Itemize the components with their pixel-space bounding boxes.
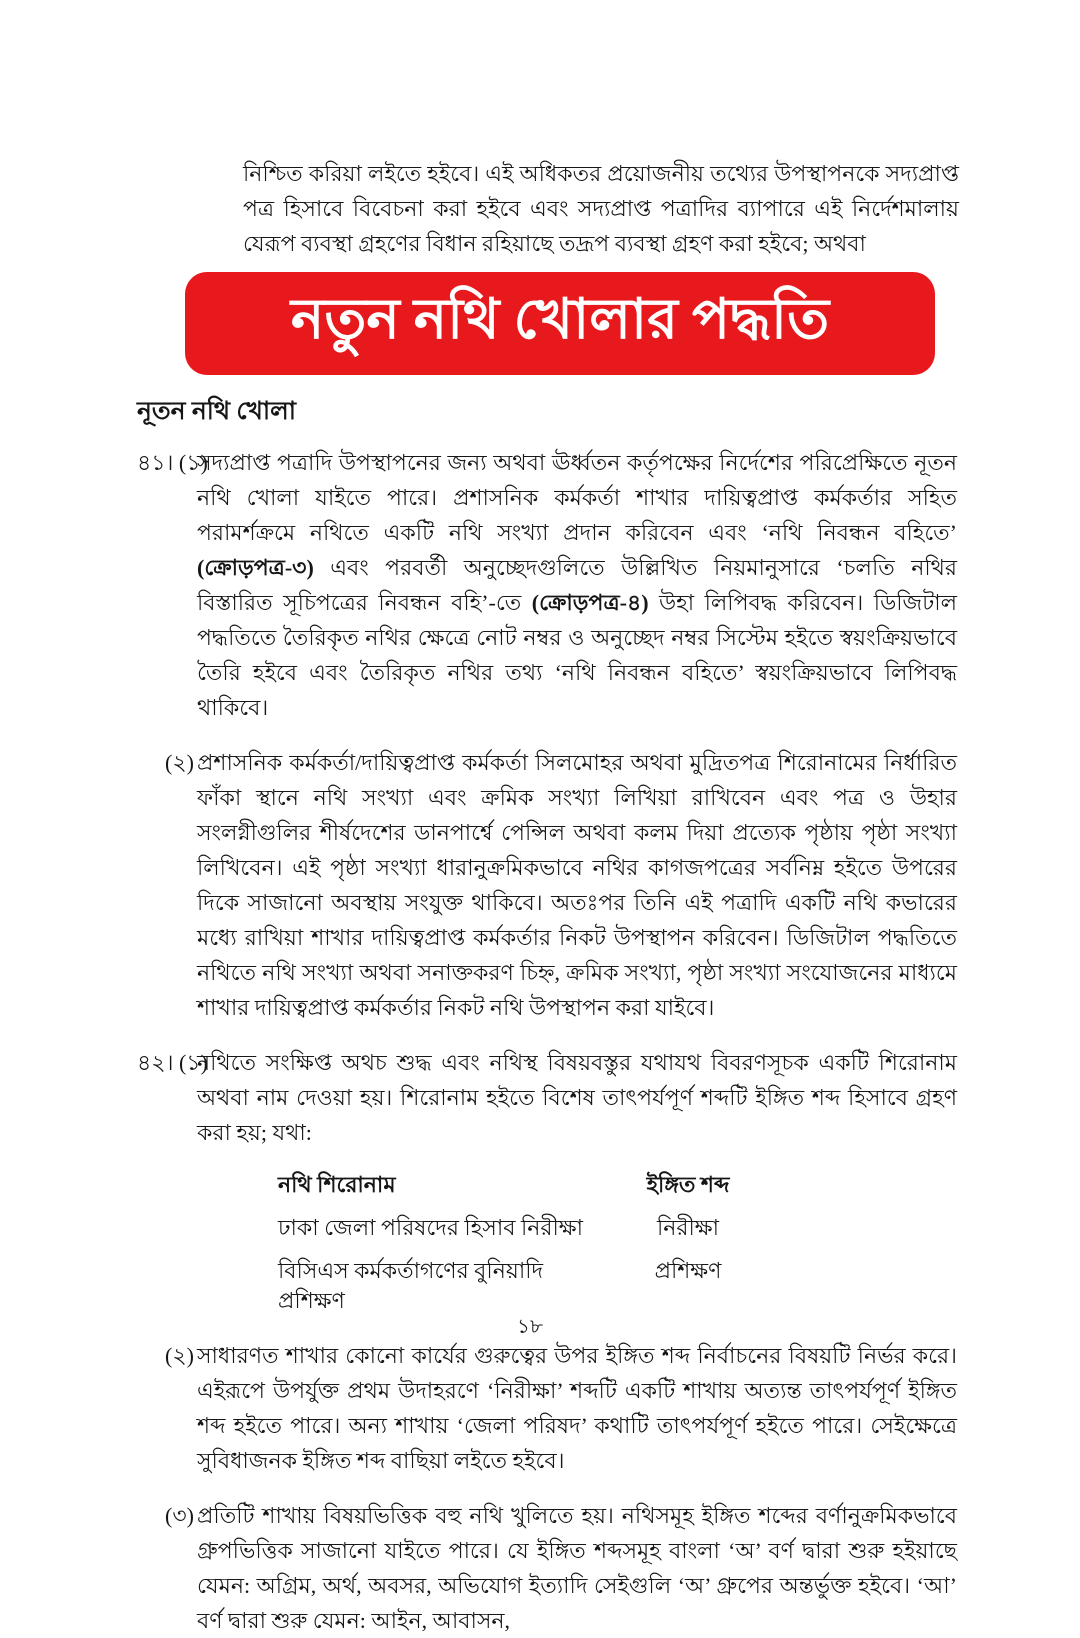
page-number: ১৮ (517, 1316, 543, 1338)
numbered-item-41-1 (137, 445, 957, 725)
text-run-bold: (ক্রোড়পত্র-৩) (197, 555, 314, 580)
table-cell: নিরীক্ষা (656, 1215, 720, 1240)
banner-title: নতুন নথি খোলার পদ্ধতি (290, 288, 830, 351)
numbered-item-42-2 (137, 1338, 957, 1478)
section-heading: নূতন নথি খোলা (137, 398, 297, 425)
table-cell: বিসিএস কর্মকর্তাগণের বুনিয়াদি প্রশিক্ষণ (278, 1258, 544, 1313)
item-number: ৪২। (১) (137, 1050, 208, 1075)
table-header-file-title: নথি শিরোনাম (278, 1172, 396, 1197)
item-number: ৪১। (১) (137, 450, 208, 475)
keyword-table (278, 1170, 957, 1316)
table-cell: ঢাকা জেলা পরিষদের হিসাব নিরীক্ষা (278, 1215, 583, 1240)
intro-paragraph: নিশ্চিত করিয়া লইতে হইবে। এই অধিকতর প্রয়োজনীয় তথ্যের উপস্থাপনকে সদ্যপ্রাপ্ত পত্র হিসাবে বিবেচনা করা হইবে এবং সদ্যপ্রাপ্ত পত্রাদির ব্যাপারে এই নির্দেশমালায় যেরূপ ব্যবস্থা গ্রহণের বিধান রহিয়াছে তদ্রূপ ব্যবস্থা গ্রহণ করা হইবে; অথবা (243, 161, 959, 256)
item-number: (২) (165, 750, 194, 775)
item-text: প্রতিটি শাখায় বিষয়ভিত্তিক বহু নথি খুলিতে হয়। নথিসমূহ ইঙ্গিত শব্দের বর্ণানুক্রমিকভাবে গ্রুপভিত্তিক সাজানো যাইতে পারে। যে ইঙ্গিত শব্দসমূহ বাংলা ‘অ’ বর্ণ দ্বারা শুরু হইয়াছে যেমন: অগ্রিম, অর্থ, অবসর, অভিযোগ ইত্যাদি সেইগুলি ‘অ’ গ্রুপের অন্তর্ভুক্ত হইবে। ‘আ’ বর্ণ দ্বারা শুরু যেমন: আইন, আবাসন, (197, 1503, 957, 1633)
item-number: (৩) (165, 1503, 194, 1528)
item-text: সাধারণত শাখার কোনো কার্যের গুরুত্বের উপর ইঙ্গিত শব্দ নির্বাচনের বিষয়টি নির্ভর করে। এইরূপে উপর্যুক্ত প্রথম উদাহরণে ‘নিরীক্ষা’ শব্দটি একটি শাখায় অত্যন্ত তাৎপর্যপূর্ণ ইঙ্গিত শব্দ হইতে পারে। অন্য শাখায় ‘জেলা পরিষদ’ কথাটি তাৎপর্যপূর্ণ হইতে পারে। সেইক্ষেত্রে সুবিধাজনক ইঙ্গিত শব্দ বাছিয়া লইতে হইবে। (197, 1343, 957, 1473)
section-banner (185, 272, 935, 375)
table-cell: প্রশিক্ষণ (654, 1258, 722, 1283)
text-run: উহা লিপিবদ্ধ করিবেন। ডিজিটাল পদ্ধতিতে তৈরিকৃত নথির ক্ষেত্রে নোট নম্বর ও অনুচ্ছেদ নম্বর সিস্টেম হইতে স্বয়ংক্রিয়ভাবে তৈরি হইবে এবং তৈরিকৃত নথির তথ্য ‘নথি নিবন্ধন বহিতে’ স্বয়ংক্রিয়ভাবে লিপিবদ্ধ থাকিবে। (197, 590, 957, 720)
table-header-key-word: ইঙ্গিত শব্দ (646, 1172, 730, 1197)
numbered-item-41-2 (137, 745, 957, 1025)
numbered-item-42-1 (137, 1045, 957, 1150)
item-text (197, 450, 957, 720)
text-run-bold: (ক্রোড়পত্র-৪) (531, 590, 649, 615)
item-number: (২) (165, 1343, 194, 1368)
item-text: প্রশাসনিক কর্মকর্তা/দায়িত্বপ্রাপ্ত কর্মকর্তা সিলমোহর অথবা মুদ্রিতপত্র শিরোনামের নির্ধারিত ফাঁকা স্থানে নথি সংখ্যা এবং ক্রমিক সংখ্যা লিখিয়া রাখিবেন এবং পত্র ও উহার সংলগ্নীগুলির শীর্ষদেশের ডানপার্শ্বে পেন্সিল অথবা কলম দিয়া প্রত্যেক পৃষ্ঠায় পৃষ্ঠা সংখ্যা লিখিবেন। এই পৃষ্ঠা সংখ্যা ধারানুক্রমিকভাবে নথির কাগজপত্রের সর্বনিম্ন হইতে উপরের দিকে সাজানো অবস্থায় সংযুক্ত থাকিবে। অতঃপর তিনি এই পত্রাদি একটি নথি কভারের মধ্যে রাখিয়া শাখার দায়িত্বপ্রাপ্ত কর্মকর্তার নিকট উপস্থাপন করিবেন। ডিজিটাল পদ্ধতিতে নথিতে নথি সংখ্যা অথবা সনাক্তকরণ চিহ্ন, ক্রমিক সংখ্যা, পৃষ্ঠা সংখ্যা সংযোজনের মাধ্যমে শাখার দায়িত্বপ্রাপ্ত কর্মকর্তার নিকট নথি উপস্থাপন করা যাইবে। (197, 750, 957, 1020)
item-text: নথিতে সংক্ষিপ্ত অথচ শুদ্ধ এবং নথিস্থ বিষয়বস্তুর যথাযথ বিবরণসূচক একটি শিরোনাম অথবা নাম দেওয়া হয়। শিরোনাম হইতে বিশেষ তাৎপর্যপূর্ণ শব্দটি ইঙ্গিত শব্দ হিসাবে গ্রহণ করা হয়; যথা: (197, 1050, 957, 1145)
text-run: সদ্যপ্রাপ্ত পত্রাদি উপস্থাপনের জন্য অথবা ঊর্ধ্বতন কর্তৃপক্ষের নির্দেশের পরিপ্রেক্ষিতে নূতন নথি খোলা যাইতে পারে। প্রশাসনিক কর্মকর্তা শাখার দায়িত্বপ্রাপ্ত কর্মকর্তার সহিত পরামর্শক্রমে নথিতে একটি নথি সংখ্যা প্রদান করিবেন এবং ‘নথি নিবন্ধন বহিতে’ (197, 450, 957, 545)
text-run: এবং পরবর্তী অনুচ্ছেদগুলিতে উল্লিখিত নিয়মানুসারে ‘চলতি নথির বিস্তারিত সূচিপত্রের নিবন্ধন বহি’-তে (197, 555, 957, 615)
numbered-item-42-3 (137, 1498, 957, 1638)
